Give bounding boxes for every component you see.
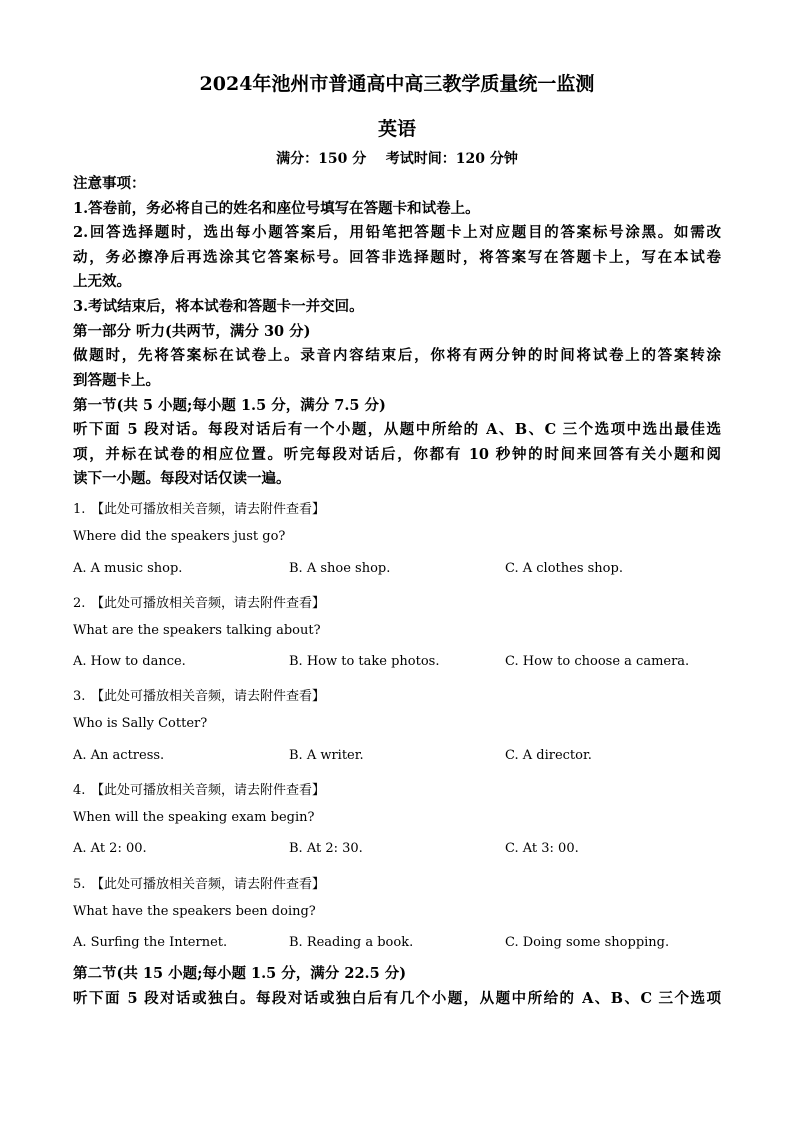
- exam-meta: [0, 148, 794, 168]
- option-c: C. At 3: 00.: [505, 841, 579, 856]
- question-number: 5.: [73, 877, 86, 892]
- note-2-line-2: 动，务必擦净后再选涂其它答案标号。回答非选择题时，将答案写在答题卡上，写在本试卷: [73, 249, 721, 266]
- question-stem: What have the speakers been doing?: [73, 904, 316, 919]
- question-stem: Where did the speakers just go?: [73, 529, 286, 544]
- option-a: A. A music shop.: [73, 561, 183, 576]
- question-audio: [73, 873, 325, 892]
- full-score: 满分：150 分: [276, 151, 367, 167]
- option-b: B. A shoe shop.: [289, 561, 391, 576]
- notes-heading: 注意事项：: [73, 175, 146, 192]
- note-1: 1.答卷前，务必将自己的姓名和座位号填写在答题卡和试卷上。: [73, 200, 480, 217]
- question-stem: Who is Sally Cotter?: [73, 716, 208, 731]
- exam-title: 2024年池州市普通高中高三教学质量统一监测: [199, 73, 595, 95]
- option-b: B. How to take photos.: [289, 654, 440, 669]
- question-stem: When will the speaking exam begin?: [73, 810, 315, 825]
- part1-intro-line-2: 到答题卡上。: [73, 372, 160, 389]
- option-c: C. A clothes shop.: [505, 561, 623, 576]
- option-b: B. Reading a book.: [289, 935, 414, 950]
- exam-time: 考试时间：120 分钟: [385, 151, 518, 167]
- question-audio: [73, 685, 325, 704]
- subject-title: 英语: [377, 118, 416, 140]
- question-number: 3.: [73, 689, 86, 704]
- section1-intro-line-3: 读下一小题。每段对话仅读一遍。: [73, 470, 291, 487]
- question-number: 4.: [73, 783, 86, 798]
- note-3: 3.考试结束后，将本试卷和答题卡一并交回。: [73, 298, 364, 315]
- question-number: 1.: [73, 502, 86, 517]
- option-a: A. An actress.: [73, 748, 165, 763]
- part1-intro-line-1: 做题时，先将答案标在试卷上。录音内容结束后，你将有两分钟的时间将试卷上的答案转涂: [73, 347, 721, 364]
- note-2-line-3: 上无效。: [73, 273, 131, 290]
- option-c: C. Doing some shopping.: [505, 935, 670, 950]
- option-b: B. A writer.: [289, 748, 364, 763]
- option-b: B. At 2: 30.: [289, 841, 363, 856]
- option-a: A. How to dance.: [73, 654, 186, 669]
- note-2-line-1: 2.回答选择题时，选出每小题答案后，用铅笔把答题卡上对应题目的答案标号涂黑。如需改: [73, 224, 721, 241]
- audio-placeholder[interactable]: 【此处可播放相关音频，请去附件查看】: [91, 502, 326, 517]
- option-c: C. A director.: [505, 748, 592, 763]
- section1-intro-line-2: 项，并标在试卷的相应位置。听完每段对话后，你都有 10 秒钟的时间来回答有关小题和阅: [73, 446, 721, 463]
- audio-placeholder[interactable]: 【此处可播放相关音频，请去附件查看】: [91, 877, 326, 892]
- section1-intro-line-1: 听下面 5 段对话。每段对话后有一个小题，从题中所给的 A、B、C 三个选项中选出最佳选: [73, 421, 721, 438]
- section2-intro-line-1: 听下面 5 段对话或独白。每段对话或独白后有几个小题，从题中所给的 A、B、C 三个选项: [73, 990, 721, 1007]
- question-number: 2.: [73, 596, 86, 611]
- audio-placeholder[interactable]: 【此处可播放相关音频，请去附件查看】: [91, 596, 326, 611]
- option-a: A. At 2: 00.: [73, 841, 147, 856]
- section2-heading: 第二节(共 15 小题;每小题 1.5 分，满分 22.5 分): [73, 965, 407, 982]
- audio-placeholder[interactable]: 【此处可播放相关音频，请去附件查看】: [91, 783, 326, 798]
- question-audio: [73, 498, 325, 517]
- audio-placeholder[interactable]: 【此处可播放相关音频，请去附件查看】: [91, 689, 326, 704]
- question-audio: [73, 779, 325, 798]
- section1-heading: 第一节(共 5 小题;每小题 1.5 分，满分 7.5 分): [73, 397, 386, 414]
- option-a: A. Surfing the Internet.: [73, 935, 228, 950]
- question-audio: [73, 592, 325, 611]
- part1-heading: 第一部分 听力(共两节，满分 30 分): [73, 323, 311, 340]
- option-c: C. How to choose a camera.: [505, 654, 690, 669]
- question-stem: What are the speakers talking about?: [73, 623, 321, 638]
